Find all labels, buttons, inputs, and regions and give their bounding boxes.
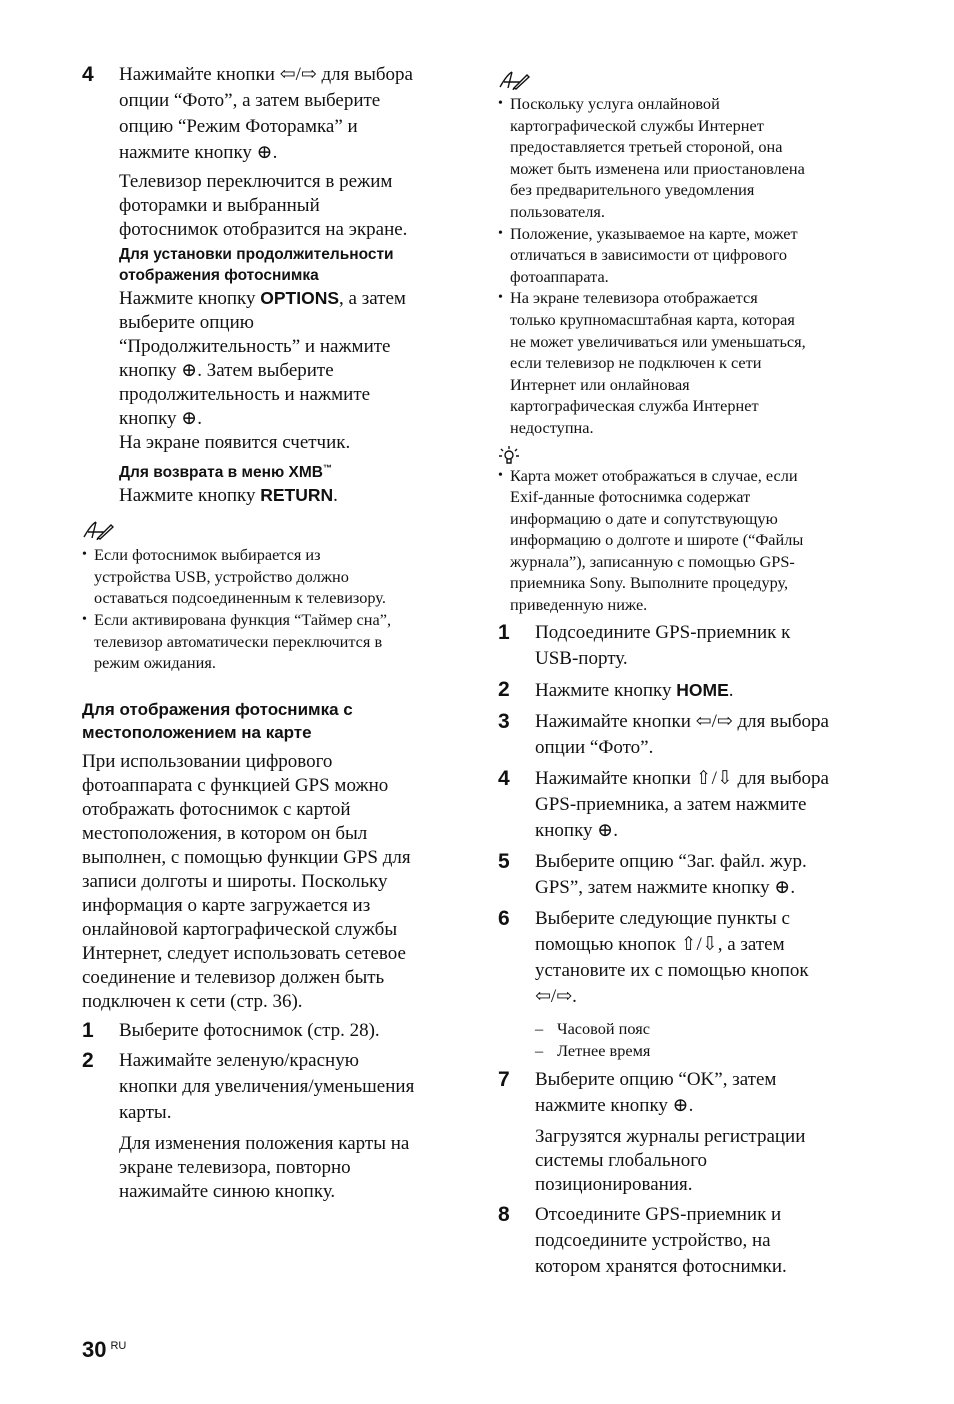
list-item [82,609,454,674]
text-run: . [333,485,338,507]
text-line: телевизор автоматически переключится в [94,631,383,651]
step-number: 4 [82,63,94,86]
list-item [535,1018,870,1040]
bullet-text [510,465,803,616]
text-line: опции “Фото”, а затем выберите [119,90,381,111]
text-line: Exif-данные фотоснимка содержат [510,487,751,507]
text-line: установите их с помощью кнопок [535,959,809,981]
text-line: Положение, указываемое на карте, может [510,223,798,243]
text-line: кнопку ⊕. [119,408,202,429]
xmb-instructions [119,483,454,508]
gps-step-8 [498,1202,870,1280]
text-line: экране телевизора, повторно [119,1156,351,1178]
text-line [119,286,454,311]
list-item [535,1040,870,1062]
text-line: только крупномасштабная карта, которая [510,309,795,329]
step-text [535,709,829,761]
text-line: нажмите кнопку ⊕. [535,1094,694,1116]
left-column [82,62,454,1204]
page-number: 30 [82,1337,107,1362]
bullet-text [510,287,806,438]
text-line: без предварительного уведомления [510,180,755,200]
text-line: Загрузятся журналы регистрации [535,1125,806,1147]
step-text [535,1202,787,1280]
text-line: Для установки продолжительности [119,246,394,263]
text-line: местоположением на карте [82,722,312,742]
section-intro [82,750,454,1014]
text-line: фотоаппарата. [510,266,609,286]
text-line: фотоснимок отобразится на экране. [119,219,408,240]
home-button-label: HOME [676,679,729,700]
text-line: онлайновой картографической службы [82,918,398,940]
note-pencil-icon [82,520,454,540]
text-line: Для отображения фотоснимка с [82,699,353,719]
step-number: 3 [498,709,510,733]
step-number: 8 [498,1202,510,1226]
text-line: устройства USB, устройство должно [94,566,349,586]
options-button-label: OPTIONS [260,288,340,308]
text-line: опции “Фото”. [535,736,654,758]
step-number: 2 [82,1048,94,1072]
gps-step-7-result [535,1125,870,1197]
text-line: местоположения, в котором он был [82,822,368,844]
dash: – [535,1040,544,1060]
text-line: На экране появится счетчик. [119,432,351,453]
gps-step-1 [498,620,870,672]
list-item [498,223,870,288]
step-number: 1 [498,620,510,644]
text-line: котором хранятся фотоснимки. [535,1255,787,1277]
bullet-text [510,223,798,288]
list-item [498,287,870,438]
step-4-result [119,170,454,242]
text-line: приведенную ниже. [510,595,648,615]
map-step-1 [82,1018,454,1044]
text-line: информацию о дате и сопутствующую [510,508,778,528]
text-line: нажмите кнопку ⊕. [119,142,278,163]
right-column [498,70,870,1280]
setting-name: Часовой пояс [557,1018,650,1038]
bullet: • [82,611,87,627]
text-line: Для изменения положения карты на [119,1132,410,1154]
step-text [535,620,790,672]
text-line: выберите опцию [119,312,254,333]
text-line: Выберите опцию “OK”, затем [535,1068,777,1090]
setting-name: Летнее время [557,1040,651,1060]
text-line: Поскольку услуга онлайновой [510,94,720,113]
text-line: При использовании цифрового [82,750,333,772]
language-code: RU [110,1340,127,1352]
text-line: пользователя. [510,201,605,221]
text-line: подсоедините устройство, на [535,1229,771,1251]
text-line: отображения фотоснимка [119,267,319,284]
step-number: 1 [82,1018,94,1042]
dash: – [535,1018,544,1038]
step-text [535,906,809,1010]
text-line: отличаться в зависимости от цифрового [510,245,788,265]
note-pencil-icon [498,70,870,90]
text-line: может быть изменена или приостановлена [510,158,805,178]
text-line: Карта может отображаться в случае, если [510,465,798,485]
text-line: записи долготы и широты. Поскольку [82,870,388,892]
text-line: Выберите следующие пункты с [535,907,790,929]
bullet: • [82,547,87,563]
bullet-text [510,93,805,223]
step-text [535,849,807,901]
text-line: На экране телевизора отображается [510,288,758,308]
step-number: 6 [498,906,510,930]
text-line: фотоаппарата с функцией GPS можно [82,774,389,796]
text-line: позиционирования. [535,1173,693,1195]
text-run: Для возврата в меню XMB [119,464,323,482]
text-line: Нажимайте кнопки ⇧/⇩ для выбора [535,767,829,789]
step-text [535,766,829,844]
return-button-label: RETURN [260,485,334,506]
bullet-text [94,544,386,609]
bullet: • [498,290,503,306]
tip-list [498,465,870,616]
page-footer [82,1336,126,1364]
step-number: 5 [498,849,510,873]
text-line: Нажимайте зеленую/красную [119,1049,359,1071]
list-item [498,93,870,223]
gps-step-6 [498,906,870,1010]
text-line: GPS-приемника, а затем нажмите [535,793,807,815]
step-text [119,1018,380,1044]
text-line: кнопку ⊕. Затем выберите [119,360,334,381]
text-run: Нажмите кнопку [119,288,261,309]
text-line: предоставляется третьей стороной, она [510,137,783,157]
text-line: Интернет, следует использовать сетевое [82,942,406,964]
text-line: Если фотоснимок выбирается из [94,545,321,565]
text-line: Телевизор переключится в режим [119,171,393,192]
text-line: не может увеличиваться или уменьшаться, [510,331,806,351]
step-4-frame-mode [82,62,454,166]
gps-step-4 [498,766,870,844]
gps-step-2 [498,677,870,704]
text-line: опцию “Режим Фоторамка” и [119,116,358,137]
step-text [119,62,413,166]
step-text [119,1048,414,1126]
text-line: USB-порту. [535,647,628,669]
text-line: кнопки для увеличения/уменьшения [119,1075,415,1097]
bullet: • [498,225,503,241]
text-line: приемника Sony. Выполните процедуру, [510,573,789,593]
gps-step-5 [498,849,870,901]
text-line: “Продолжительность” и нажмите [119,336,391,357]
text-line: отображать фотоснимок с картой [82,798,351,820]
text-line: недоступна. [510,417,594,437]
list-item [498,465,870,616]
text-run: Нажмите кнопку [119,485,261,507]
text-line: информацию о долготе и широте (“Файлы [510,530,804,550]
text-line: Отсоедините GPS-приемник и [535,1203,782,1225]
text-line: картографической службы Интернет [510,115,764,135]
note-list [498,93,870,439]
text-line: нажимайте синюю кнопку. [119,1180,336,1202]
text-line: подключен к сети (стр. 36). [82,990,303,1012]
text-line: кнопку ⊕. [535,819,618,841]
bullet: • [498,96,503,111]
text-line: режим ожидания. [94,653,216,673]
map-step-2 [82,1048,454,1126]
text-line: Выберите фотоснимок (стр. 28). [119,1019,380,1041]
duration-subheading [119,244,454,286]
text-line: выполнен, с помощью функции GPS для [82,846,411,868]
xmb-subheading [119,458,454,483]
text-line: продолжительность и нажмите [119,384,371,405]
text-line: Интернет или онлайновая [510,374,690,394]
text-line: картографическая служба Интернет [510,396,759,416]
text-run: , а затем [339,288,406,309]
text-line: соединение и телевизор должен быть [82,966,385,988]
text-line: информация о карте загружается из [82,894,371,916]
step-number: 4 [498,766,510,790]
text-line: оставаться подсоединенным к телевизору. [94,588,386,608]
text-line: журнала”), записанную с помощью GPS- [510,551,795,571]
text-run: Нажмите кнопку [535,679,677,701]
text-line: GPS”, затем нажмите кнопку ⊕. [535,876,796,898]
gps-step-7 [498,1067,870,1119]
text-line: системы глобального [535,1149,708,1171]
text-line: помощью кнопок ⇧/⇩, а затем [535,933,785,955]
trademark-mark: ™ [322,463,332,473]
step-number: 2 [498,677,510,701]
section-heading [82,698,454,744]
text-line: ⇦/⇨. [535,985,577,1007]
text-line: Нажимайте кнопки ⇦/⇨ для выбора [119,64,413,85]
bullet: • [498,467,503,483]
duration-instructions [119,286,454,455]
bullet-text [94,609,391,674]
note-list [82,544,454,674]
list-item [82,544,454,609]
text-line: карты. [119,1101,172,1123]
setting-list [498,1018,870,1062]
step-number: 7 [498,1067,510,1091]
text-line: Выберите опцию “Заг. файл. жур. [535,850,807,872]
map-step-2-extra [119,1132,454,1204]
gps-step-3 [498,709,870,761]
text-line: если телевизор не подключен к сети [510,353,762,373]
step-text [535,1067,776,1119]
text-line: Подсоедините GPS-приемник к [535,621,791,643]
text-line: Если активирована функция “Таймер сна”, [94,609,392,629]
step-text [535,677,734,704]
lightbulb-tip-icon [498,445,870,465]
text-line: фоторамки и выбранный [119,195,320,216]
text-run: . [728,679,734,701]
text-line: Нажимайте кнопки ⇦/⇨ для выбора [535,710,829,732]
